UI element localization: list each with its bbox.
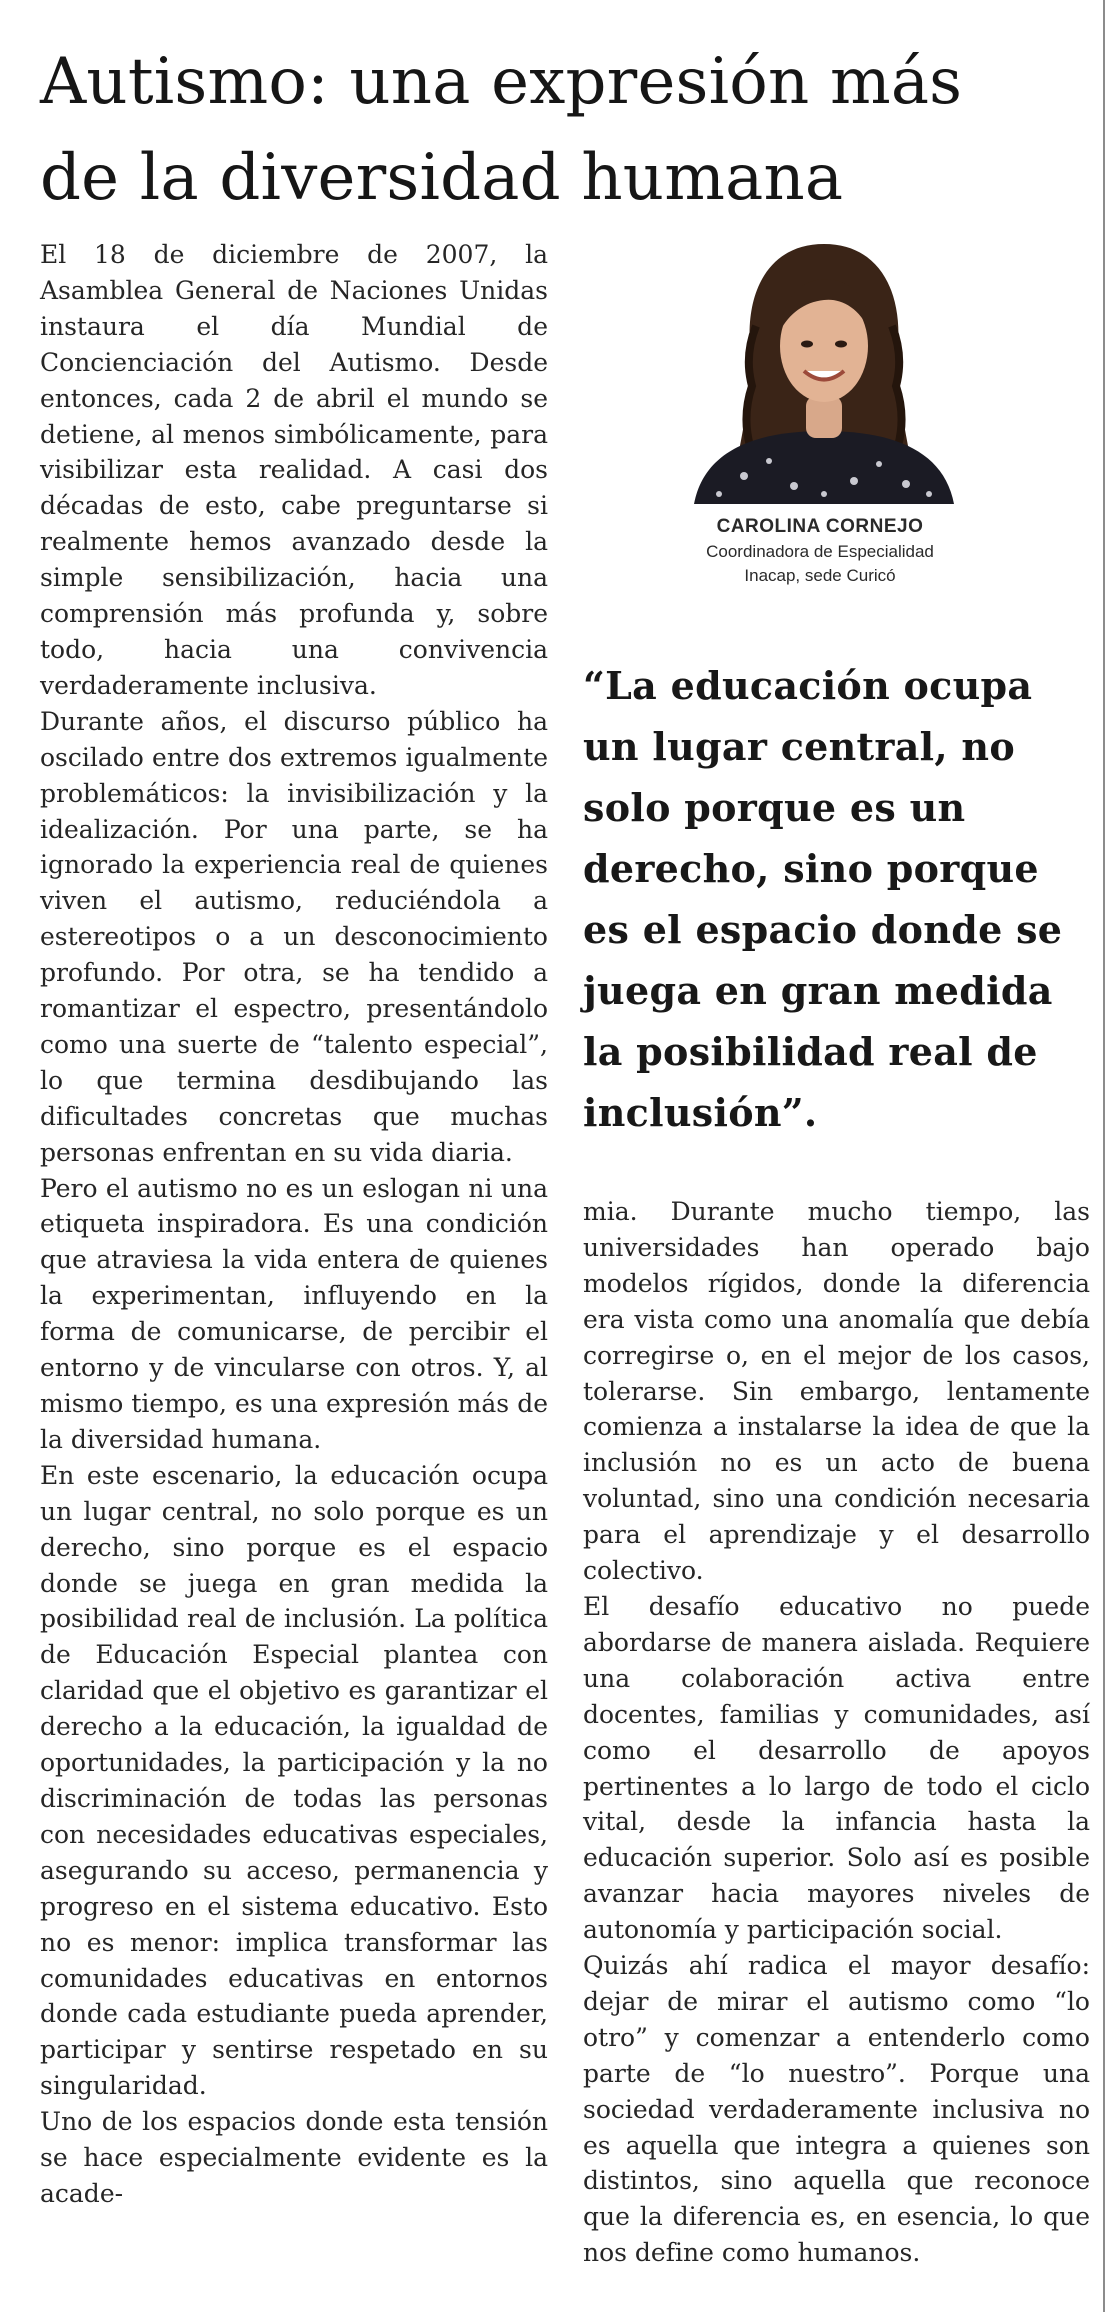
pull-quote [583,655,1103,1143]
pull-quote-line: un lugar central, no [583,724,1015,769]
paragraph: Durante años, el discurso público ha oscilado entre dos extremos igualmente problemáticos: la invisibilización y la idealización. Por una parte, se ha ignorado la experiencia real de quienes viven el autismo, reduciéndola a estereotipos o a un desconocimiento profundo. Por otra, se ha tendido a romantizar el espectro, presentándolo como una suerte de “talento especial”, lo que termina desdibujando las dificultades concretas que muchas personas enfrentan en su vida diaria. [40,706,548,1167]
right-column [583,1194,1090,2271]
paragraph: Quizás ahí radica el mayor desafío: dejar de mirar el autismo como “lo otro” y comenzar a entenderlo como parte de “lo nuestro”. Porque una sociedad verdaderamente inclusiva no es aquella que integra a quienes son distintos, sino aquella que reconoce que la diferencia es, en esencia, lo que nos define como humanos. [583,1951,1090,2268]
author-name: CAROLINA CORNEJO [716,516,924,537]
paragraph: Uno de los espacios donde esta tensión se hace especialmente evidente es la acade- [40,2107,548,2208]
pull-quote-line: juega en gran medida [583,968,1053,1013]
left-column [40,237,548,2212]
author-role: Coordinadora de Especialidad [706,542,934,561]
pull-quote-line: “La educación ocupa [583,663,1033,708]
headline-line: Autismo: una expresión más [40,45,963,119]
column-rule [1103,0,1105,2312]
paragraph: En este escenario, la educación ocupa un lugar central, no solo porque es un derecho, sino porque es el espacio donde se juega en gran medida la posibilidad real de inclusión. La política de Educación Especial plantea con claridad que el objetivo es garantizar el derecho a la educación, la igualdad de oportunidades, la participación y la no discriminación de todas las personas con necesidades educativas especiales, asegurando su acceso, permanencia y progreso en el sistema educativo. Esto no es menor: implica transformar las comunidades educativas en entornos donde cada estudiante pueda aprender, participar y sentirse respetado en su singularidad. [40,1460,548,2101]
author-affiliation: Inacap, sede Curicó [744,566,896,585]
pull-quote-line: inclusión”. [583,1090,818,1135]
headline-line: de la diversidad humana [40,141,844,215]
author-photo [674,236,974,504]
author-byline [620,514,1020,588]
pull-quote-line: solo porque es un [583,785,966,830]
headline [40,34,1080,226]
paragraph: El desafío educativo no puede abordarse de manera aislada. Requiere una colaboración activa entre docentes, familias y comunidades, así como el desarrollo de apoyos pertinentes a lo largo de todo el ciclo vital, desde la infancia hasta la educación superior. Solo así es posible avanzar hacia mayores niveles de autonomía y participación social. [583,1591,1090,1945]
pull-quote-line: derecho, sino porque [583,846,1039,891]
pull-quote-line: la posibilidad real de [583,1029,1038,1074]
pull-quote-line: es el espacio donde se [583,907,1063,952]
paragraph: Pero el autismo no es un eslogan ni una etiqueta inspiradora. Es una condición que atraviesa la vida entera de quienes la experimentan, influyendo en la forma de comunicarse, de percibir el entorno y de vincularse con otros. Y, al mismo tiempo, es una expresión más de la diversidad humana. [40,1173,548,1454]
paragraph: mia. Durante mucho tiempo, las universidades han operado bajo modelos rígidos, donde la diferencia era vista como una anomalía que debía corregirse o, en el mejor de los casos, tolerarse. Sin embargo, lentamente comienza a instalarse la idea de que la inclusión no es un acto de buena voluntad, sino una condición necesaria para el aprendizaje y el desarrollo colectivo. [583,1197,1090,1586]
paragraph: El 18 de diciembre de 2007, la Asamblea General de Naciones Unidas instaura el día Mundial de Concienciación del Autismo. Desde entonces, cada 2 de abril el mundo se detiene, al menos simbólicamente, para visibilizar esta realidad. A casi dos décadas de esto, cabe preguntarse si realmente hemos avanzado desde la simple sensibilización, hacia una comprensión más profunda y, sobre todo, hacia una convivencia verdaderamente inclusiva. [40,240,548,700]
